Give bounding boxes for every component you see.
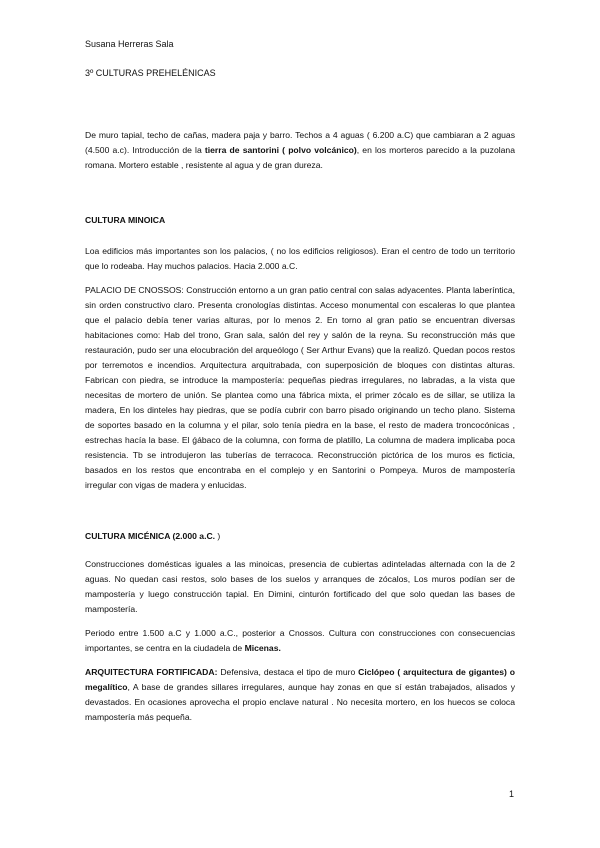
heading-cultura-micenica: CULTURA MICÉNICA (2.000 a.C. ) bbox=[85, 531, 221, 541]
micenica-paragraph-3: ARQUITECTURA FORTIFICADA: Defensiva, destaca el tipo de muro Ciclópeo ( arquitectura de gigantes) o megalítico, A base de grandes sillares irregulares, aunque hay zonas en que sí están trabajados, alisados y devastados. En ocasiones aprovecha el propio enclave natural . No necesita mortero, en los huecos se coloca mampostería más pequeña. bbox=[85, 667, 515, 722]
intro-bold-term: tierra de santorini ( polvo volcánico) bbox=[204, 145, 357, 155]
page-number: 1 bbox=[509, 789, 515, 799]
intro-paragraph: De muro tapial, techo de cañas, madera paja y barro. Techos a 4 aguas ( 6.200 a.C) que cambiaran a 2 aguas (4.500 a.c). Introducción de la tierra de santorini ( polvo volcánico), en los morteros parecido a la puzolana romana. Mortero estable , resistente al agua y de gran dureza. bbox=[85, 130, 515, 170]
author-name: Susana Herreras Sala bbox=[85, 39, 174, 49]
micenica-paragraph-2: Periodo entre 1.500 a.C y 1.000 a.C., posterior a Cnossos. Cultura con construcciones con consecuencias importantes, se centra en la ciudadela de Micenas. bbox=[85, 628, 515, 653]
subject-title: 3º CULTURAS PREHELÉNICAS bbox=[85, 68, 216, 78]
document-body bbox=[85, 128, 515, 734]
micenica-paragraph-1: Construcciones domésticas iguales a las minoicas, presencia de cubiertas adinteladas alternada con la de 2 aguas. No quedan casi restos, solo bases de los suelos y arranques de zócalos, Los muros podían ser de mampostería y luego construcción tapial. En Dimini, cinturón fortificado del que solo quedan las bases de mampostería. bbox=[85, 559, 515, 614]
heading-cultura-minoica: CULTURA MINOICA bbox=[85, 215, 166, 225]
minoica-paragraph-palacio: PALACIO DE CNOSSOS: Construcción entorno a un gran patio central con salas adyacentes. Planta laberíntica, sin orden constructivo claro. Presenta cronologías distintas. Acceso monumental con escaleras lo que plantea que el palacio debía tener varias alturas, por lo menos 2. En torno al gran patio se encuentran diversas habitaciones como: Hab del trono, Gran sala, salón del rey y salón de la reyna. Su reconstrucción más que restauración, pudo ser una elocubración del arqueólogo ( Ser Arthur Evans) que la realizó. Quedan pocos restos por terremotos e incendios. Arquitectura arquitrabada, con superposición de bloques con distintas alturas. Fabrican con piedra, se introduce la mampostería: pequeñas piedras irregulares, no labradas, a la vista que necesitas de mortero de unión. Se plantea como una fábrica mixta, el primer zócalo es de sillar, se utiliza la madera, En los dinteles hay piedras, que se podía cubrir con barro pisado originando un techo plano. Sistema de soportes basado en la columna y el pilar, solo tenía piedra en la base, el resto de madera troncocónicas , estrechas hacía la base. El ǵábaco de la columna, con forma de platillo, La columna de madera implicaba poca resistencia. Tb se introdujeron las tuberías de terracoca. Reconstrucción pictórica de los muros es ficticia, basados en los restos que encontraba en el complejo y en Santorini o Pompeya. Muros de mampostería irregular con vigas de madera y enlucidas. bbox=[85, 285, 515, 490]
minoica-paragraph-1: Loa edificios más importantes son los palacios, ( no los edificios religiosos). Eran el centro de todo un territorio que lo rodeaba. Hay muchos palacios. Hacia 2.000 a.C. bbox=[85, 246, 515, 271]
